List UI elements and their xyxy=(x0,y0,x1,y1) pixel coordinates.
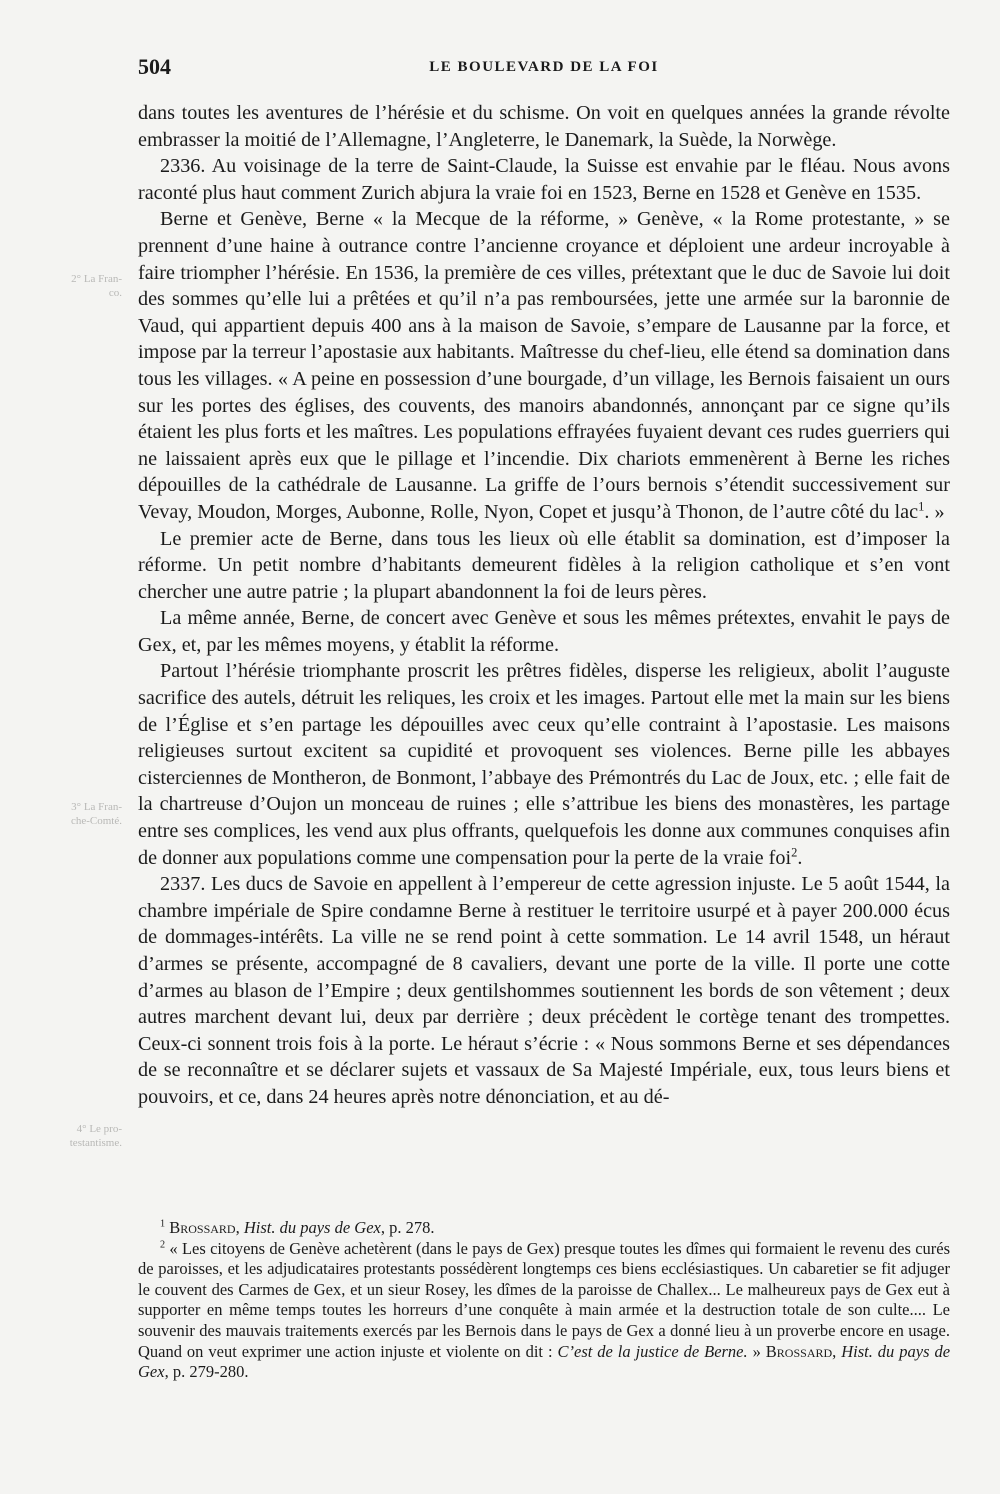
margin-note: 3° La Fran- che-Comté. xyxy=(70,801,122,827)
page-header xyxy=(138,54,950,86)
paragraph: Berne et Genève, Berne « la Mecque de la réforme, » Genève, « la Rome protestante, » se prennent d’une haine à outrance contre l’ancienne croyance et déploient une ardeur incroyable à faire triompher l’hérésie. En 1536, la première de ces villes, prétextant que le duc de Savoie lui doit des sommes qu’elle lui a prêtées et qu’il n’a pas remboursées, jette une armée sur la baronnie de Vaud, qui appartient depuis 400 ans à la maison de Savoie, s’empare de Lausanne par la force, et impose par la terreur l’apostasie aux habitants. Maîtresse du chef-lieu, elle étend sa domination dans tous les villages. « A peine en possession d’une bourgade, d’un village, les Bernois faisaient un ours sur les portes des églises, des couvents, des manoirs abandonnés, annonçant par ce signe qu’ils étaient les plus forts et les maîtres. Les populations effrayées fuyaient devant ces rudes guerriers qui ne laissaient après eux que le pillage et l’incendie. Dix chariots emmenèrent à Berne les riches dépouilles de la cathédrale de Lausanne. La griffe de l’ours bernois s’étendit successivement sur Vevay, Moudon, Morges, Aubonne, Rolle, Nyon, Copet et jusqu’à Thonon, de l’autre côté du lac$^1$. » xyxy=(138,208,950,523)
running-title: LE BOULEVARD DE LA FOI xyxy=(429,59,659,75)
footnote-1: $^1$ Brossard, Hist. du pays de Gex, p. 278. xyxy=(160,1218,435,1237)
margin-note: 2° La Fran- co. xyxy=(71,273,122,299)
footnotes xyxy=(138,1218,950,1383)
paragraph-2337: 2337. Les ducs de Savoie en appellent à l’empereur de cette agression injuste. Le 5 août 1544, la chambre impériale de Spire condamne Berne à restituer le territoire usurpé et à payer 200.000 écus de dommages-intérêts. La ville ne se rend point à cette sommation. Le 14 avril 1548, un héraut d’armes se présente, accompagné de 8 cavaliers, devant une porte de la ville. Il porte une cotte d’armes au blason de l’Empire ; deux gentilshommes soutiennent les bords de son vêtement ; deux autres marchent devant lui, deux par derrière ; deux précèdent le cortège tenant des trompettes. Ceux-ci sonnent trois fois à la porte. Le héraut s’écrie : « Nous sommons Berne et ses dépendances de se reconnaître et se déclarer sujets et vassaux de Sa Majesté Impériale, eux, tous leurs biens et pouvoirs, et ce, dans 24 heures après notre dénonciation, et au dé- xyxy=(138,873,950,1108)
footnote-ref[interactable]: 1 xyxy=(918,499,925,514)
body-text xyxy=(138,100,950,1111)
margin-note: 4° Le pro- testantisme. xyxy=(69,1123,122,1149)
paragraph: Partout l’hérésie triomphante proscrit les prêtres fidèles, disperse les religieux, abolit l’auguste sacrifice des autels, détruit les reliques, les croix et les images. Partout elle met la main sur les biens de l’Église et s’en partage les dépouilles avec ceux qu’elle contraint à l’apostasie. Les maisons religieuses surtout excitent sa cupidité et provoquent ses violences. Berne pille les abbayes cisterciennes de Montheron, de Bonmont, l’abbaye des Prémontrés du Lac de Joux, etc. ; elle fait de la chartreuse d’Oujon un monceau de ruines ; elle s’attribue les biens des monastères, les partage entre ses complices, les vend aux plus offrants, quelquefois les donne aux communes conquises afin de donner aux populations comme une compensation pour la perte de la vraie foi$^2$. xyxy=(138,660,950,869)
paragraph: Le premier acte de Berne, dans tous les lieux où elle établit sa domination, est d’imposer la réforme. Un petit nombre d’habitants demeurent fidèles à la religion catholique et s’en vont chercher une autre patrie ; la plupart abandonnent la foi de leurs pères. xyxy=(138,527,950,603)
paragraph: La même année, Berne, de concert avec Genève et sous les mêmes prétextes, envahit le pays de Gex, et, par les mêmes moyens, y établit la réforme. xyxy=(138,607,950,656)
footnote-ref[interactable]: 2 xyxy=(791,844,798,859)
paragraph-2336: 2336. Au voisinage de la terre de Saint-Claude, la Suisse est envahie par le fléau. Nous avons raconté plus haut comment Zurich abjura la vraie foi en 1523, Berne en 1528 et Genève en 1535. xyxy=(138,155,950,204)
paragraph: dans toutes les aventures de l’hérésie et du schisme. On voit en quelques années la grande révolte embrasser la moitié de l’Allemagne, l’Angleterre, le Danemark, la Suède, la Norwège. xyxy=(138,102,950,151)
page-number: 504 xyxy=(138,54,171,79)
footnote-2: $^2$ « Les citoyens de Genève achetèrent (dans le pays de Gex) presque toutes les dîmes qui formaient le revenu des curés de paroisses, et les adjudicataires protestants possédèrent longtemps ces biens ecclésiastiques. Un cabaretier se fit adjuger le couvent des Carmes de Gex, et un sieur Rosey, les dîmes de la paroisse de Challex... Le malheureux pays de Gex eut à supporter en même temps toutes les horreurs d’une conquête à main armée et la destruction totale de son culte.... Le souvenir des mauvais traitements exercés par les Bernois dans le pays de Gex a donné lieu à un proverbe encore en usage. Quand on veut exprimer une action injuste et violente on dit : C’est de la justice de Berne. » Brossard, Hist. du pays de Gex, p. 279-280. xyxy=(138,1238,951,1382)
footnote-mark: 1 xyxy=(160,1218,166,1230)
footnote-mark: 2 xyxy=(160,1239,166,1251)
